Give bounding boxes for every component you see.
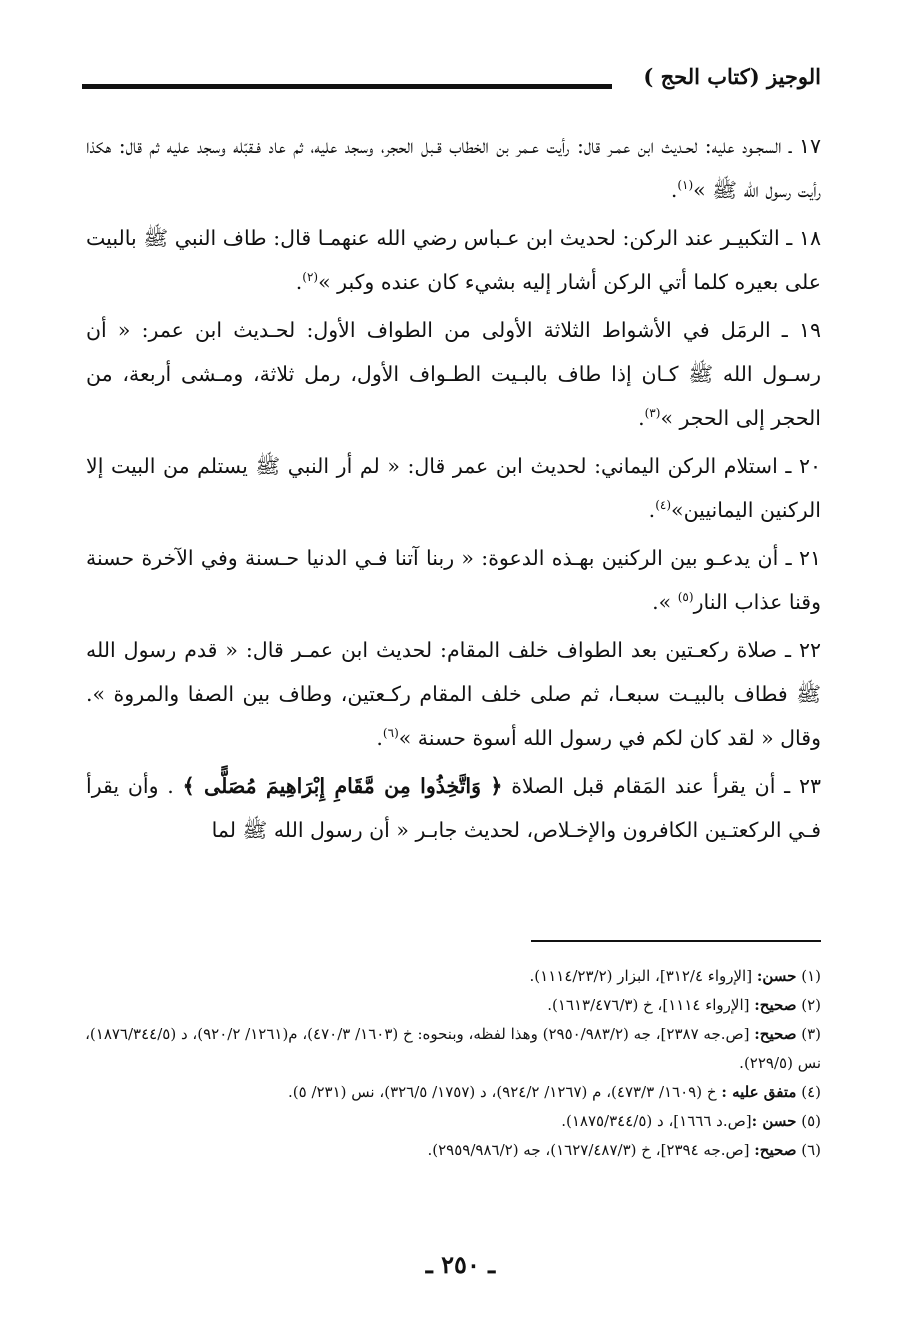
footnote-number: (١): [801, 967, 821, 985]
paragraph-tail: ».: [652, 590, 678, 614]
footnote-5: [83, 1107, 821, 1136]
page-number: ـ ٢٥٠ ـ: [425, 1250, 496, 1279]
paragraph-tail: .: [376, 726, 383, 750]
footnote-text: خ (١٦٠٩/ ٤٧٣/٣)، م (١٢٦٧/ ٩٢٤/٢)، د (١٧٥٧/ ٣٢٦/٥)، نس (٢٣١/ ٥).: [287, 1083, 722, 1101]
footnote-separator: [531, 940, 821, 942]
footnotes: [83, 962, 821, 1165]
footnote-text: [الإرواء ٣١٢/٤]، البزار (١١١٤/٢٣/٢).: [529, 967, 757, 985]
footnote-ref: (٥): [677, 590, 694, 605]
paragraph-text: ٢٠ ـ استلام الركن اليماني: لحديث ابن عمر قال: « لم أر النبي ﷺ يستلم من البيت إلا الركنين اليمانيين»: [86, 454, 821, 522]
footnote-grade: متفق عليه :: [721, 1083, 797, 1101]
footnote-grade: صحيح:: [754, 1025, 797, 1043]
paragraph-text: ٢٣ ـ أن يقرأ عند المَقام قبل الصلاة: [502, 774, 821, 798]
paragraph-text: ٢٢ ـ صلاة ركعـتين بعد الطواف خلف المقام: لحديث ابن عمـر قال: « قدم رسول الله ﷺ فطاف بالبيـت سبعـا، ثم صلى خلف المقام ركـعتين، وطاف بين الصفا والمروة ». وقال « لقد كان لكم في رسول الله أسوة حسنة »: [86, 638, 821, 750]
paragraph-20: [86, 444, 821, 532]
footnote-ref: (٢): [302, 270, 319, 285]
footnote-2: [83, 991, 821, 1020]
footnote-ref: (٤): [655, 498, 672, 513]
footnote-number: (٢): [801, 996, 821, 1014]
paragraph-tail: .: [648, 498, 656, 522]
paragraph-tail: .: [638, 406, 645, 430]
footnote-grade: صحيح:: [754, 1141, 797, 1159]
header-rule: [82, 84, 612, 89]
footnote-text: [ص.د ١٦٦٦]، د (١٨٧٥/٣٤٤/٥).: [561, 1112, 752, 1130]
footnote-3: [83, 1020, 821, 1078]
footnote-number: (٦): [801, 1141, 821, 1159]
footnote-text: [الإرواء ١١١٤]، خ (١٦١٣/٤٧٦/٣).: [547, 996, 755, 1014]
header-title: الوجيز (كتاب الحج ): [643, 64, 821, 89]
footnote-6: [83, 1136, 821, 1165]
paragraph-text: ١٧ ـ السجـود عليه: لحـديث ابن عمـر قال: رأيت عـمر بن الخطاب قـبل الحجر، وسجد عليه، ثم عاد فـقبّله وسجد عليه ثم قال: هكذا رأيت رسول الله ﷺ »: [86, 134, 821, 202]
main-text: [86, 124, 821, 856]
paragraph-text: ١٩ ـ الرمَل في الأشواط الثلاثة الأولى من الطواف الأول: لحـديث ابن عمر: « أن رسـول الله ﷺ كـان إذا طاف بالبـيت الطـواف الأول، رمل ثلاثة، ومـشى أربعة، من الحجر إلى الحجر »: [86, 318, 821, 430]
paragraph-tail: . وأن يقرأ فـي الركعتـين الكافرون والإخـلاص، لحديث جابـر « أن رسول الله ﷺ لما: [86, 774, 821, 842]
running-header: [82, 64, 821, 100]
footnote-grade: حسن:: [756, 967, 797, 985]
footnote-ref: (٦): [382, 726, 399, 741]
footnote-4: [83, 1078, 821, 1107]
paragraph-23: [86, 764, 821, 852]
footnote-ref: (٣): [644, 406, 661, 421]
paragraph-19: [86, 308, 821, 440]
footnote-number: (٣): [801, 1025, 821, 1043]
paragraph-18: [86, 216, 821, 304]
paragraph-22: [86, 628, 821, 760]
footnote-grade: حسن :: [751, 1112, 797, 1130]
paragraph-text: ٢١ ـ أن يدعـو بين الركنين بهـذه الدعوة: « ربنا آتنا فـي الدنيا حـسنة وفي الآخرة حسنة وقنا عذاب النار: [86, 546, 821, 614]
paragraph-tail: .: [295, 270, 303, 294]
footnote-number: (٤): [801, 1083, 821, 1101]
footnote-text: [ص.جه ٢٣٨٧]، جه (٢٩٥٠/٩٨٣/٢) وهذا لفظه، وبنحوه: خ (١٦٠٣/ ٤٧٠/٣)، م(١٢٦١/ ٩٢٠/٢)، د (١٨٧٦/٣٤٤/٥)، نس (٢٢٩/٥).: [85, 1025, 821, 1072]
footnote-ref: (١): [677, 178, 694, 193]
paragraph-text: ١٨ ـ التكبيـر عند الركن: لحديث ابن عـباس رضي الله عنهمـا قال: طاف النبي ﷺ بالبيت على بعيره كلما أتي الركن أشار إليه بشيء كان عنده وكبر »: [86, 226, 821, 294]
footnote-text: [ص.جه ٢٣٩٤]، خ (١٦٢٧/٤٨٧/٣)، جه (٢٩٥٩/٩٨٦/٢).: [427, 1141, 755, 1159]
paragraph-17: [86, 124, 821, 212]
footnote-grade: صحيح:: [754, 996, 797, 1014]
footnote-number: (٥): [801, 1112, 821, 1130]
paragraph-21: [86, 536, 821, 624]
paragraph-tail: .: [670, 178, 678, 202]
quran-verse: ﴿ وَاتَّخِذُوا مِن مَّقَامِ إِبْرَاهِيمَ مُصَلًّى ﴾: [182, 774, 503, 798]
footnote-1: [83, 962, 821, 991]
